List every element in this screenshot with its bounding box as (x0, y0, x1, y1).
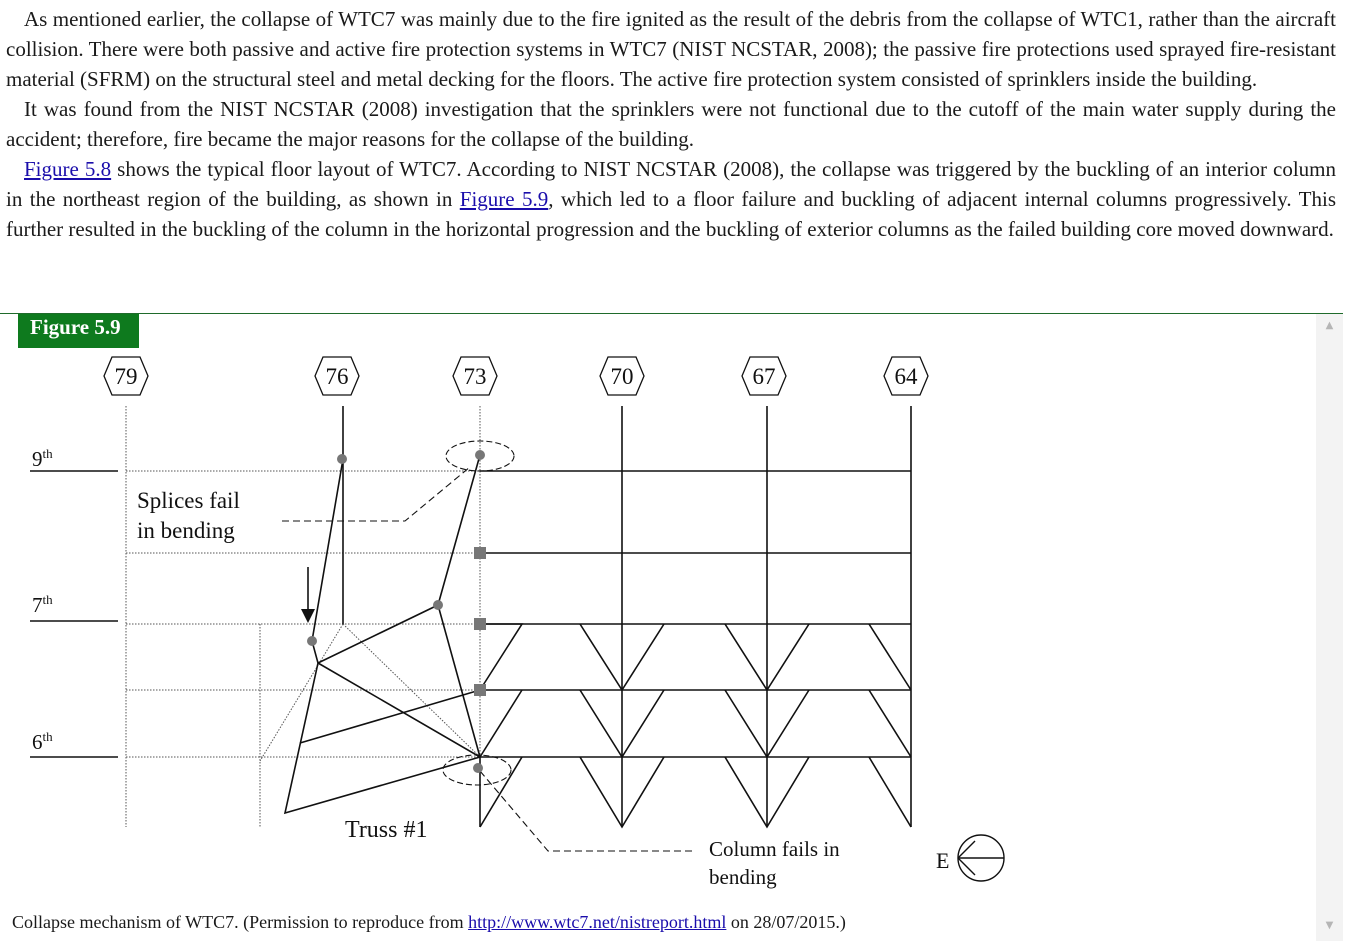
figure-panel[interactable] (0, 313, 1343, 941)
column-64-label: 64 (894, 364, 918, 389)
paragraph-1: As mentioned earlier, the collapse of WTC7 was mainly due to the fire ignited as the result of the debris from the collapse of WTC1, rather than the aircraft collision. There were both passive and active fire protection systems in WTC7 (NIST NCSTAR, 2008); the passive fire protections used sprayed fire-resistant material (SFRM) on the structural steel and metal decking for the floors. The active fire protection system consisted of sprinklers inside the building. (6, 7, 1336, 91)
load-arrow (301, 567, 315, 623)
column-fails-label-1: Column fails in (709, 837, 840, 861)
column-70-label: 70 (610, 364, 634, 389)
scroll-down-icon[interactable]: ▼ (1325, 920, 1334, 931)
joints (307, 450, 486, 773)
caption-text: Collapse mechanism of WTC7. (Permission to reproduce from (12, 912, 469, 932)
figure-5-8-link[interactable]: Figure 5.8 (24, 157, 112, 181)
column-79-label: 79 (114, 364, 138, 389)
column-64-marker (884, 357, 928, 395)
caption-link[interactable]: http://www.wtc7.net/nistreport.html (468, 912, 727, 932)
splices-fail-label-1: Splices fail (137, 488, 240, 513)
column-67-marker (742, 357, 786, 395)
column-73-label: 73 (463, 364, 487, 389)
column-fails-label-2: bending (709, 865, 777, 889)
splices-fail-label-2: in bending (137, 518, 235, 543)
leader-lines (282, 467, 695, 851)
floor-7-label: 7th (32, 592, 53, 617)
figure-scrollbar[interactable] (1316, 314, 1343, 941)
collapse-diagram (0, 1, 1345, 941)
column-79-marker (104, 357, 148, 395)
figure-caption (12, 911, 846, 933)
figure-tab: Figure 5.9 (18, 314, 139, 348)
floor-9-label: 9th (32, 446, 53, 471)
column-67-label: 67 (752, 364, 776, 389)
column-76-label: 76 (325, 364, 349, 389)
east-label: E (936, 848, 950, 873)
caption-tail: on 28/07/2015.) (726, 912, 846, 932)
structural-frame (30, 406, 911, 827)
floor-6-label: 6th (32, 729, 53, 754)
dotted-grid (126, 406, 480, 827)
column-73-marker (453, 357, 497, 395)
paragraph-2: It was found from the NIST NCSTAR (2008) investigation that the sprinklers were not functional due to the cutoff of the main water supply during the accident; therefore, fire became the major reasons for the collapse of the building. (6, 97, 1336, 151)
paragraph-3-text-a: shows the typical floor layout of WTC7. According to NIST NCSTAR (2008), the collapse was triggered by the buckling of an interior column in the northeast region of the building, as shown in (6, 157, 1336, 211)
column-76-marker (315, 357, 359, 395)
paragraph-3-text-b: , which led to a floor failure and buckling of adjacent internal columns progressively. This further resulted in the buckling of the column in the horizontal progression and the buckling of exterior columns as the failed building core moved downward. (6, 187, 1337, 241)
scroll-up-icon[interactable]: ▲ (1325, 320, 1334, 331)
truss-label: Truss #1 (345, 817, 428, 843)
east-direction-icon (958, 835, 1004, 881)
column-70-marker (600, 357, 644, 395)
figure-5-9-link[interactable]: Figure 5.9 (459, 187, 549, 211)
